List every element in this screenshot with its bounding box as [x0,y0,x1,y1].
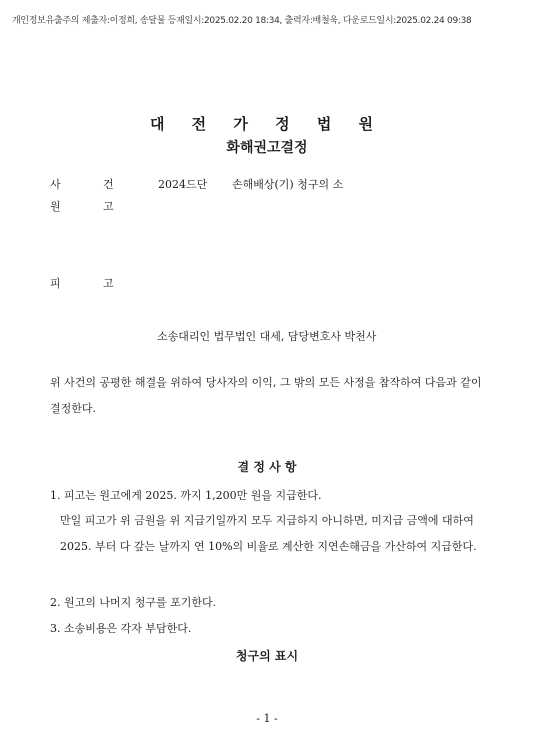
case-label-char-2: 건 [103,178,114,191]
decision-title: 결 정 사 항 [237,460,297,474]
page-number: - 1 - [256,712,278,725]
representative: 소송대리인 법무법인 대세, 담당변호사 박천사 [157,330,377,343]
document-title: 화해권고결정 [226,140,308,156]
print-header: 개인정보유출주의 제출자:이정희, 송달물 등재일시:2025.02.20 18:34, 출력자:배철욱, 다운로드일시:2025.02.24 09:38 [12,16,472,26]
decision-item-3: 3. 소송비용은 각자 부담한다. [50,622,192,635]
case-name: 손해배상(기) 청구의 소 [232,178,344,191]
plaintiff-label-char-2: 고 [103,200,114,213]
decision-item-2: 2. 원고의 나머지 청구를 포기한다. [50,596,217,609]
plaintiff-label-char-1: 원 [50,200,61,213]
case-label [50,176,156,192]
defendant-label-char-1: 피 [50,277,61,290]
intro-paragraph: 위 사건의 공평한 해결을 위하여 당사자의 이익, 그 밖의 모든 사정을 참작하여 다음과 같이 결정한다. [50,376,482,415]
case-number: 2024드단 [158,178,208,191]
plaintiff-label [50,198,156,214]
decision-item-1: 1. 피고는 원고에게 2025. 까지 1,200만 원을 지급한다. [50,489,322,502]
defendant-label-char-2: 고 [103,277,114,290]
court-name: 대 전 가 정 법 원 [149,115,385,133]
case-label-char-1: 사 [50,178,61,191]
defendant-label [50,275,156,291]
claim-title: 청구의 표시 [235,649,299,663]
decision-item-1-continued: 만일 피고가 위 금원을 위 지급기일까지 모두 지급하지 아니하면, 미지급 금액에 대하여 2025. 부터 다 갚는 날까지 연 10%의 비율로 계산한 지연손해금을 가산하여 지급한다. [60,514,477,553]
